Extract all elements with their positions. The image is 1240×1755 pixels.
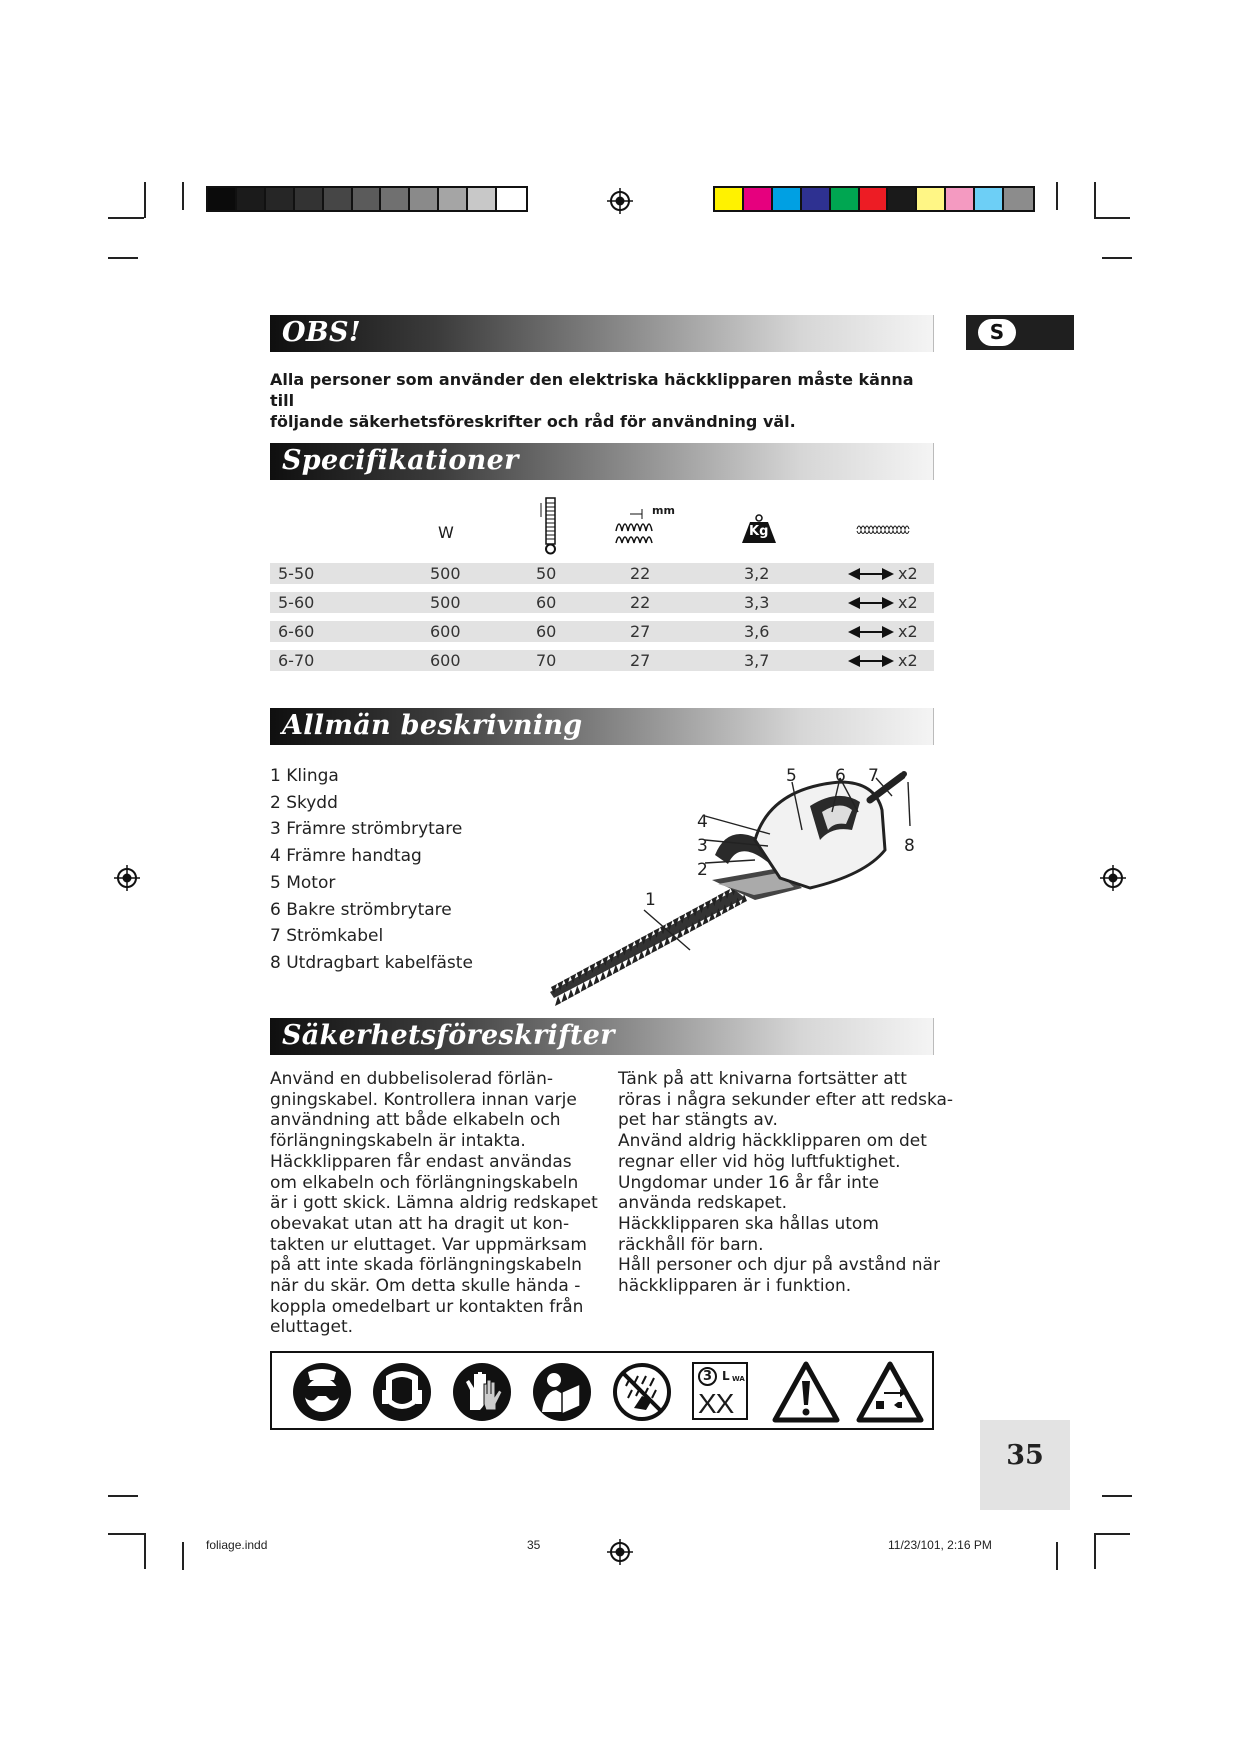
- text-line: takten ur eluttaget. Var uppmärksam: [270, 1234, 587, 1255]
- crop-mark: [182, 1542, 184, 1570]
- cell-cut: 27: [630, 622, 651, 641]
- color-swatch: [266, 188, 295, 210]
- text-line: Tänk på att knivarna fortsätter att: [618, 1069, 907, 1089]
- color-swatch: [468, 188, 497, 210]
- no-rain-icon: [612, 1362, 672, 1422]
- section-title: OBS!: [282, 317, 361, 348]
- blade-length-icon: [537, 495, 563, 555]
- text-line: regnar eller vid hög luftfuktighet.: [618, 1151, 901, 1172]
- noise-class: 3: [702, 1369, 713, 1384]
- list-item: 3 Främre strömbrytare: [270, 819, 463, 840]
- color-swatch: [946, 188, 975, 210]
- list-item: 4 Främre handtag: [270, 846, 422, 867]
- noise-level-badge: [692, 1362, 748, 1420]
- color-swatch: [888, 188, 917, 210]
- text-line: Häckklipparen ska hållas utom: [618, 1213, 879, 1234]
- table-row: [270, 563, 934, 584]
- cell-weight: 3,6: [744, 622, 770, 641]
- crop-mark: [1094, 217, 1130, 219]
- hedge-icon: [856, 522, 912, 536]
- hedge-trimmer-illustration: [540, 760, 940, 1010]
- footer-page: 35: [527, 1538, 541, 1552]
- cell-action: x2: [898, 651, 918, 670]
- registration-mark-icon: [1100, 865, 1126, 891]
- page-number-box: [980, 1420, 1070, 1510]
- intro-text: [270, 369, 930, 432]
- callout-number: 2: [697, 860, 708, 880]
- color-swatch: [410, 188, 439, 210]
- color-swatch: [1004, 188, 1033, 210]
- table-row: [270, 621, 934, 642]
- parts-list: [270, 763, 473, 977]
- page-number: 35: [1006, 1440, 1044, 1471]
- cell-weight: 3,2: [744, 564, 770, 583]
- color-swatch: [917, 188, 946, 210]
- header-weight: Kg: [749, 524, 769, 539]
- text-line: när du skär. Om detta skulle hända -: [270, 1276, 581, 1297]
- double-arrow-icon: [848, 655, 894, 667]
- process-color-bar: [713, 186, 1035, 212]
- list-item: 5 Motor: [270, 872, 336, 893]
- safety-text-left: [270, 1069, 598, 1338]
- safety-text-right: [618, 1069, 954, 1297]
- unplug-warning-icon: [856, 1361, 924, 1423]
- crop-mark: [1094, 182, 1096, 218]
- registration-mark-icon: [607, 1539, 633, 1565]
- crop-mark: [1094, 1533, 1096, 1569]
- noise-label: L: [722, 1369, 730, 1383]
- color-swatch: [831, 188, 860, 210]
- noise-sub: WA: [732, 1375, 745, 1383]
- list-item: 8 Utdragbart kabelfäste: [270, 952, 473, 973]
- cell-model: 5-60: [278, 593, 315, 612]
- text-line: Häckklipparen får endast användas: [270, 1151, 572, 1172]
- color-swatch: [353, 188, 382, 210]
- crop-mark: [144, 182, 146, 218]
- text-line: Håll personer och djur på avstånd när: [618, 1255, 940, 1276]
- text-line: pet har stängts av.: [618, 1110, 778, 1131]
- text-line: eluttaget.: [270, 1317, 354, 1338]
- color-swatch: [295, 188, 324, 210]
- crop-mark: [1094, 1533, 1130, 1535]
- intro-line: följande säkerhetsföreskrifter och råd för användning väl.: [270, 412, 796, 431]
- callout-number: 6: [835, 766, 846, 786]
- cell-action: x2: [898, 593, 918, 612]
- cell-power: 500: [430, 564, 461, 583]
- text-line: obevakat utan att ha dragit ut kon-: [270, 1213, 570, 1234]
- text-line: Använd aldrig häckklipparen om det: [618, 1131, 927, 1152]
- cell-power: 600: [430, 622, 461, 641]
- text-line: är i gott skick. Lämna aldrig redskapet: [270, 1193, 598, 1214]
- color-swatch: [715, 188, 744, 210]
- text-line: använda redskapet.: [618, 1193, 788, 1214]
- color-swatch: [208, 188, 237, 210]
- color-swatch: [773, 188, 802, 210]
- blade-tooth: [568, 989, 574, 999]
- language-badge-label: S: [978, 319, 1016, 346]
- color-swatch: [237, 188, 266, 210]
- callout-number: 4: [697, 812, 708, 832]
- text-line: Använd en dubbelisolerad förlän-: [270, 1069, 554, 1089]
- registration-mark-icon: [607, 188, 633, 214]
- crop-mark: [1102, 257, 1132, 259]
- crop-mark: [108, 1495, 138, 1497]
- cell-power: 600: [430, 651, 461, 670]
- registration-mark-icon: [114, 865, 140, 891]
- list-item: 7 Strömkabel: [270, 926, 384, 947]
- crop-mark: [108, 257, 138, 259]
- cell-length: 60: [536, 622, 557, 641]
- crop-mark: [1056, 1542, 1058, 1570]
- text-line: häckklipparen är i funktion.: [618, 1276, 852, 1297]
- section-title: Säkerhetsföreskrifter: [282, 1020, 615, 1051]
- language-badge: [966, 315, 1074, 350]
- header-cut-unit: mm: [652, 504, 675, 517]
- double-arrow-icon: [848, 626, 894, 638]
- section-title: Allmän beskrivning: [282, 710, 583, 741]
- blade-tooth: [561, 992, 567, 1002]
- cell-power: 500: [430, 593, 461, 612]
- section-header-safety: [270, 1018, 934, 1055]
- crop-mark: [108, 217, 144, 219]
- intro-line: Alla personer som använder den elektriska häckklipparen måste känna till: [270, 370, 914, 410]
- text-line: om elkabeln och förlängningskabeln: [270, 1172, 579, 1193]
- cell-length: 70: [536, 651, 557, 670]
- color-swatch: [860, 188, 889, 210]
- footer-date: 11/23/101, 2:16 PM: [888, 1538, 992, 1552]
- color-swatch: [439, 188, 468, 210]
- eye-protection-icon: [292, 1362, 352, 1422]
- safety-icons-panel: [270, 1351, 934, 1430]
- cell-cut: 27: [630, 651, 651, 670]
- text-line: röras i några sekunder efter att redska-: [618, 1089, 954, 1110]
- text-line: Ungdomar under 16 år får inte: [618, 1172, 880, 1193]
- grayscale-color-bar: [206, 186, 528, 212]
- cell-cut: 22: [630, 564, 651, 583]
- text-line: användning att både elkabeln och: [270, 1110, 561, 1131]
- cell-action: x2: [898, 564, 918, 583]
- cell-model: 6-70: [278, 651, 315, 670]
- noise-value: XX: [698, 1388, 734, 1419]
- blade-tooth: [574, 985, 580, 995]
- section-header-spec: [270, 443, 934, 480]
- table-row: [270, 650, 934, 671]
- text-line: räckhåll för barn.: [618, 1234, 764, 1255]
- callout-number: 8: [904, 836, 915, 856]
- callout-number: 1: [645, 890, 656, 910]
- section-header-obs: [270, 315, 934, 352]
- cell-length: 50: [536, 564, 557, 583]
- crop-mark: [1056, 182, 1058, 210]
- gloves-icon: [452, 1362, 512, 1422]
- text-line: koppla omedelbart ur kontakten från: [270, 1296, 584, 1317]
- list-item: 2 Skydd: [270, 792, 338, 813]
- cell-model: 5-50: [278, 564, 315, 583]
- crop-mark: [1102, 1495, 1132, 1497]
- crop-mark: [182, 182, 184, 210]
- noise-class-circle: [698, 1367, 717, 1386]
- footer-file: foliage.indd: [206, 1538, 268, 1552]
- double-arrow-icon: [848, 597, 894, 609]
- color-swatch: [744, 188, 773, 210]
- section-header-general: [270, 708, 934, 745]
- color-swatch: [324, 188, 353, 210]
- cell-cut: 22: [630, 593, 651, 612]
- list-item: 6 Bakre strömbrytare: [270, 899, 452, 920]
- crop-mark: [144, 1533, 146, 1569]
- blade-tooth: [555, 996, 561, 1006]
- list-item: 1 Klinga: [270, 766, 339, 786]
- text-line: förlängningskabeln är intakta.: [270, 1131, 526, 1152]
- cell-weight: 3,7: [744, 651, 770, 670]
- cell-model: 6-60: [278, 622, 315, 641]
- header-power: W: [438, 523, 454, 542]
- double-arrow-icon: [848, 568, 894, 580]
- text-line: gningskabel. Kontrollera innan varje: [270, 1089, 577, 1110]
- crop-mark: [108, 1533, 144, 1535]
- callout-number: 7: [868, 766, 879, 786]
- face-shield-icon: [372, 1362, 432, 1422]
- cell-length: 60: [536, 593, 557, 612]
- warning-triangle-icon: [772, 1361, 840, 1423]
- color-swatch: [975, 188, 1004, 210]
- section-title: Specifikationer: [282, 445, 519, 476]
- cell-weight: 3,3: [744, 593, 770, 612]
- callout-number: 5: [786, 766, 797, 786]
- cell-action: x2: [898, 622, 918, 641]
- callout-number: 3: [697, 836, 708, 856]
- color-swatch: [497, 188, 526, 210]
- color-swatch: [381, 188, 410, 210]
- color-swatch: [802, 188, 831, 210]
- table-row: [270, 592, 934, 613]
- text-line: på att inte skada förlängningskabeln: [270, 1255, 582, 1276]
- read-manual-icon: [532, 1362, 592, 1422]
